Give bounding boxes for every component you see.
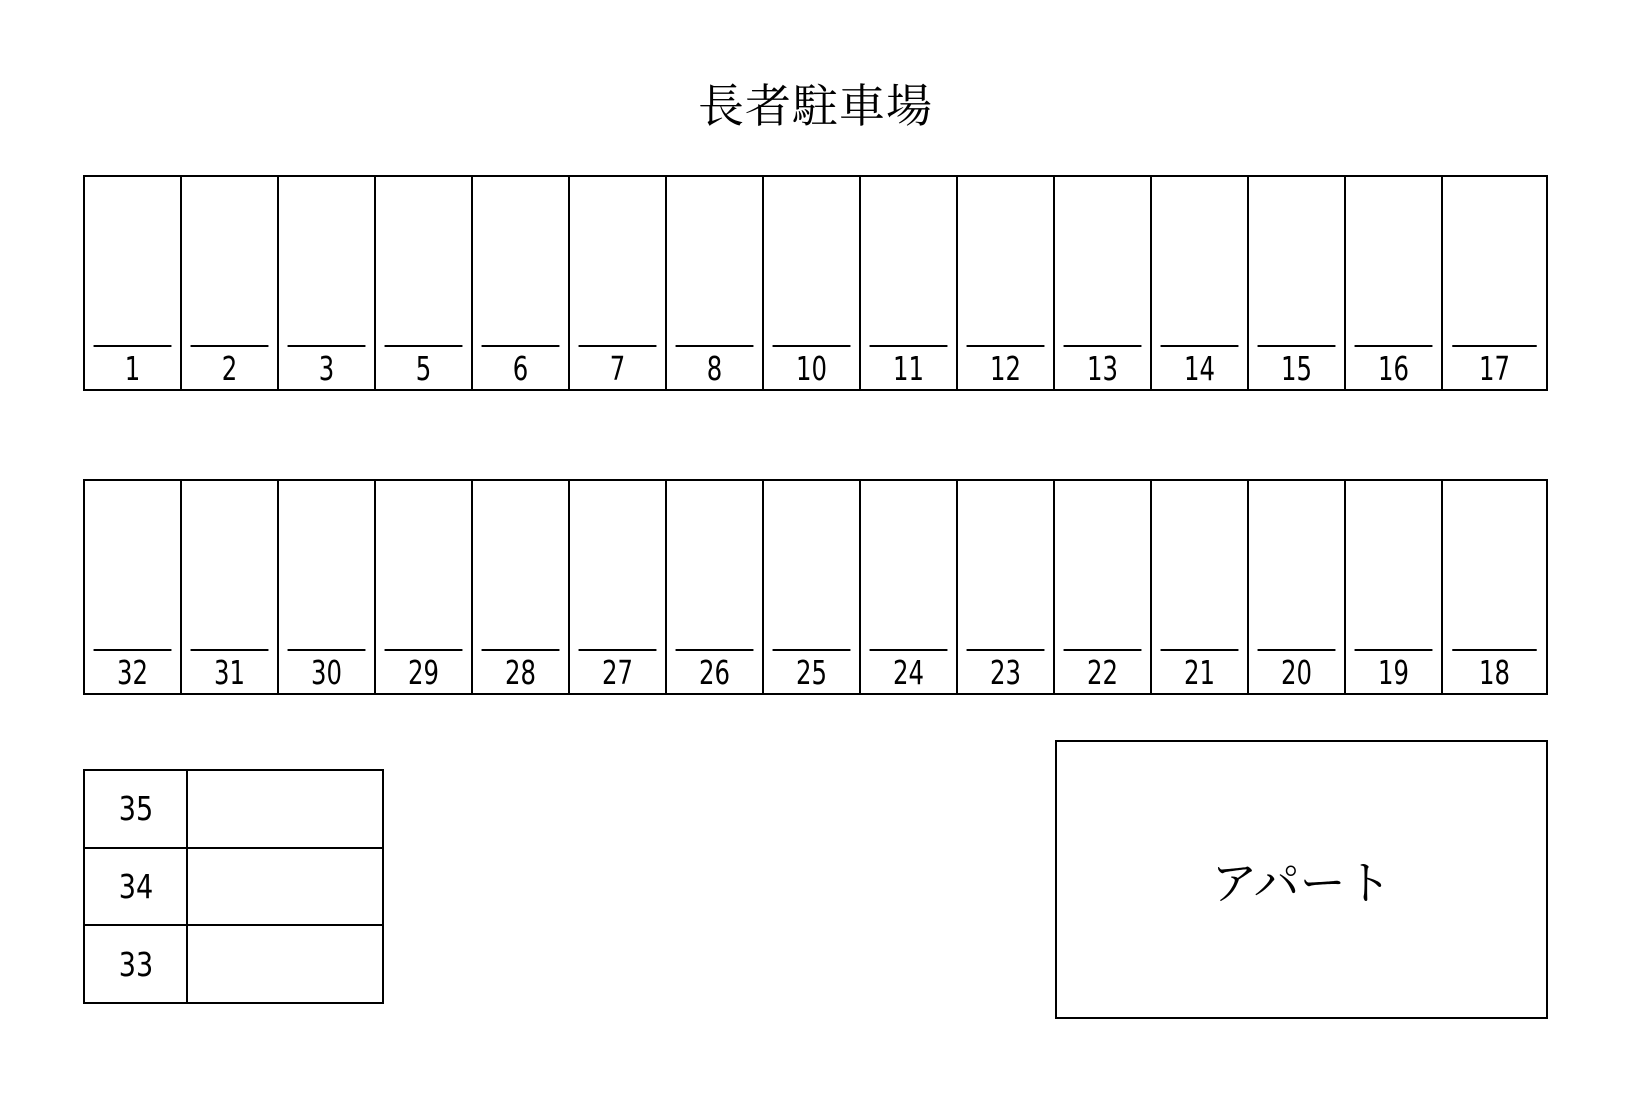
space-number-label: 35 — [118, 789, 153, 829]
parking-space — [1443, 481, 1546, 693]
space-number: 11 — [870, 345, 948, 389]
side-space — [85, 771, 382, 849]
space-number: 21 — [1161, 649, 1239, 693]
space-number-label: 34 — [118, 867, 153, 906]
space-stall — [188, 926, 382, 1002]
parking-space — [1443, 177, 1546, 389]
parking-space — [1249, 177, 1346, 389]
space-stall — [376, 177, 471, 345]
space-number — [85, 849, 188, 925]
parking-space — [667, 177, 764, 389]
space-number: 7 — [579, 345, 657, 389]
parking-space — [570, 481, 667, 693]
space-stall — [764, 177, 859, 345]
parking-space — [1055, 177, 1152, 389]
space-number: 12 — [967, 345, 1045, 389]
space-stall — [188, 771, 382, 847]
space-stall — [1055, 481, 1150, 649]
space-stall — [1152, 481, 1247, 649]
space-stall — [85, 177, 180, 345]
space-number: 15 — [1258, 345, 1336, 389]
page-title: 長者駐車場 — [698, 79, 933, 133]
space-number: 1 — [94, 345, 172, 389]
space-stall — [473, 177, 568, 345]
space-stall — [570, 481, 665, 649]
space-number: 26 — [676, 649, 754, 693]
space-number: 31 — [191, 649, 269, 693]
space-stall — [182, 481, 277, 649]
space-number: 19 — [1355, 649, 1433, 693]
space-stall — [861, 177, 956, 345]
parking-space — [764, 481, 861, 693]
space-stall — [279, 481, 374, 649]
space-stall — [1249, 177, 1344, 345]
space-number: 2 — [191, 345, 269, 389]
space-number: 20 — [1258, 649, 1336, 693]
parking-space — [85, 177, 182, 389]
space-stall — [764, 481, 859, 649]
space-number: 17 — [1452, 345, 1536, 389]
space-stall — [182, 177, 277, 345]
parking-side-block — [83, 769, 384, 1004]
space-number: 24 — [870, 649, 948, 693]
space-number: 14 — [1161, 345, 1239, 389]
space-stall — [1249, 481, 1344, 649]
space-stall — [85, 481, 180, 649]
parking-space — [570, 177, 667, 389]
space-number: 5 — [385, 345, 463, 389]
space-stall — [376, 481, 471, 649]
space-number: 16 — [1355, 345, 1433, 389]
space-stall — [1346, 177, 1441, 345]
space-stall — [667, 481, 762, 649]
side-space — [85, 849, 382, 927]
space-stall — [667, 177, 762, 345]
space-stall — [1346, 481, 1441, 649]
parking-space — [861, 481, 958, 693]
space-number: 8 — [676, 345, 754, 389]
space-number: 18 — [1452, 649, 1536, 693]
space-stall — [188, 849, 382, 925]
space-number: 6 — [482, 345, 560, 389]
parking-space — [1346, 481, 1443, 693]
parking-space — [764, 177, 861, 389]
space-number: 13 — [1064, 345, 1142, 389]
parking-space — [376, 177, 473, 389]
side-space — [85, 926, 382, 1002]
parking-space — [85, 481, 182, 693]
space-number: 32 — [94, 649, 172, 693]
space-number — [85, 771, 188, 847]
space-number: 28 — [482, 649, 560, 693]
parking-space — [279, 481, 376, 693]
space-stall — [1152, 177, 1247, 345]
parking-space — [1055, 481, 1152, 693]
parking-space — [1152, 481, 1249, 693]
parking-space — [182, 177, 279, 389]
parking-space — [958, 177, 1055, 389]
parking-space — [667, 481, 764, 693]
space-stall — [1443, 481, 1546, 649]
space-stall — [958, 481, 1053, 649]
parking-row-bottom — [83, 479, 1548, 695]
space-number: 10 — [773, 345, 851, 389]
space-stall — [473, 481, 568, 649]
apartment-building: アパート — [1055, 740, 1548, 1019]
space-number: 27 — [579, 649, 657, 693]
space-stall — [958, 177, 1053, 345]
space-number: 29 — [385, 649, 463, 693]
parking-space — [861, 177, 958, 389]
parking-space — [473, 177, 570, 389]
space-number: 22 — [1064, 649, 1142, 693]
space-number — [85, 926, 188, 1002]
space-stall — [1443, 177, 1546, 345]
parking-space — [958, 481, 1055, 693]
parking-space — [473, 481, 570, 693]
parking-space — [1346, 177, 1443, 389]
parking-space — [1152, 177, 1249, 389]
parking-space — [1249, 481, 1346, 693]
space-number: 23 — [967, 649, 1045, 693]
space-stall — [279, 177, 374, 345]
space-number: 30 — [288, 649, 366, 693]
space-stall — [570, 177, 665, 345]
space-number: 25 — [773, 649, 851, 693]
parking-space — [182, 481, 279, 693]
parking-space — [279, 177, 376, 389]
space-number: 3 — [288, 345, 366, 389]
space-number-label: 33 — [118, 944, 153, 984]
space-stall — [861, 481, 956, 649]
parking-row-top — [83, 175, 1548, 391]
space-stall — [1055, 177, 1150, 345]
parking-space — [376, 481, 473, 693]
